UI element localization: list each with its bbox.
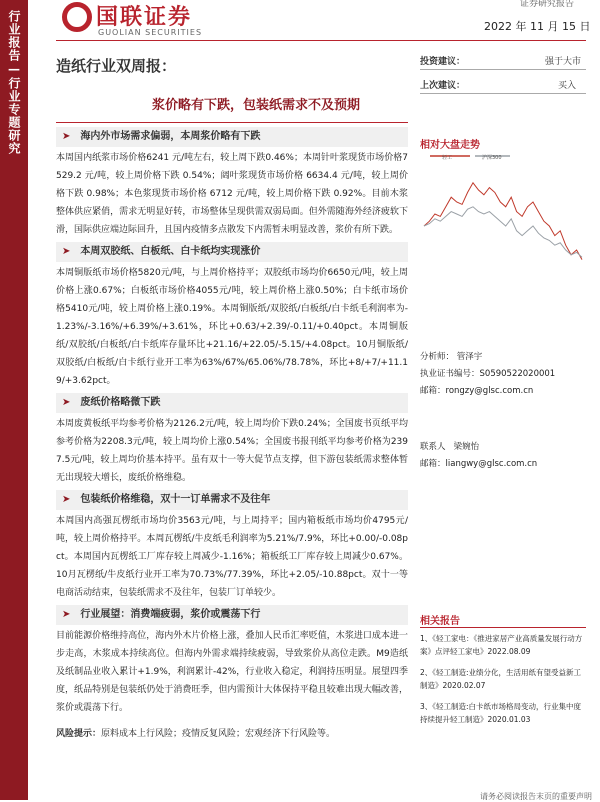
company-logo: [62, 2, 222, 38]
chart-svg: [420, 150, 586, 280]
arrow-icon: ➤: [62, 494, 71, 505]
section: [56, 605, 408, 717]
analyst-label: 分析师：: [420, 352, 455, 362]
section-title: 包装纸价格维稳，双十一订单需求不及往年: [80, 494, 271, 505]
section-paragraph: 本周国内高强瓦楞纸市场均价3563元/吨，与上周持平；国内箱板纸市场均价4795元/吨，较上周价格持平。本周瓦楞纸/牛皮纸毛利润率为5.21%/7.9%，环比+0.00/-0.08pct。本周国内瓦楞纸工厂库存较上周减少-1.16%；箱板纸工厂库存较上周减少0.67%。10月瓦楞纸/牛皮纸行业开工率为70.73%/77.39%，环比+2.05/-10.88pct。双十一等电商活动结束，包装纸需求不及往年，包装厂订单较少。: [56, 516, 408, 598]
header-report-kind: 证券研究报告: [520, 0, 575, 9]
section-paragraph: 本周国内纸浆市场价格6241 元/吨左右，较上周下跌0.46%；本周针叶浆现货市场价格7529.2 元/吨，较上周价格下跌 0.54%；阔叶浆现货市场价格 6634.4 元/吨，较上周价格下跌 0.98%；本色浆现货市场价格 6712 元/吨，较上周价格下跌 0.92%。目前木浆整体供应紧俏，需求无明显好转，市场整体呈现供需双弱局面。但外需随海外经济疲软下滑，国际供应端边际回升，且国内疫情多点散发下内需暂未明显改善，浆价有所下跌。: [56, 153, 408, 235]
footer-disclaimer: 请务必阅读报告末页的重要声明: [480, 792, 592, 801]
report-type: 造纸行业双周报：: [56, 57, 177, 75]
logo-mark-icon: [62, 2, 92, 32]
email-row: [420, 384, 533, 396]
logo-cn: 国联证券: [96, 5, 193, 30]
section: [56, 490, 408, 602]
section: [56, 242, 408, 390]
section-heading: [56, 605, 408, 625]
related-report-item[interactable]: 2、《轻工制造:业绩分化，生活用纸有望受益新工制造》2020.02.07: [420, 668, 582, 690]
legend-label-1: 轻工: [442, 155, 453, 161]
cert-row: [420, 367, 555, 379]
chart-title: 相对大盘走势: [420, 140, 480, 151]
rating-divider: [420, 69, 586, 70]
invest-label: 投资建议：: [420, 57, 466, 67]
email-label: 邮箱：: [420, 386, 446, 396]
analyst-name: 管泽宇: [456, 352, 483, 362]
section-title: 废纸价格略微下跌: [80, 397, 161, 408]
section-heading: [56, 393, 408, 413]
report-date: 2022 年 11 月 15 日: [484, 20, 591, 33]
main-column: [56, 124, 408, 743]
report-title: 浆价略有下跌，包装纸需求不及预期: [152, 98, 361, 113]
section-heading: [56, 490, 408, 510]
section-title: 本周双胶纸、白板纸、白卡纸均实现涨价: [80, 246, 261, 257]
related-report-item[interactable]: 3、《轻工制造:白卡纸市场格局变动，行业集中度持续提升轻工制造》2020.01.03: [420, 702, 582, 724]
section-title: 海内外市场需求偏弱，本周浆价略有下跌: [80, 131, 261, 142]
risk-note: [56, 725, 408, 743]
rating-divider: [420, 93, 586, 94]
section: [56, 127, 408, 239]
prev-rating-value: 买入: [558, 81, 577, 91]
body-divider: [56, 122, 408, 123]
section-paragraph: 本周铜版纸市场价格5820元/吨，与上周价格持平；双胶纸市场均价6650元/吨，较上周价格上涨0.67%；白板纸市场价格4055元/吨，较上周价格上涨0.50%；白卡纸市场价格5410元/吨，较上周价格上涨0.19%。本周铜版纸/双胶纸/白板纸/白卡纸毛利润率为-1.23%/-3.16%/+6.39%/+3.61%，环比+0.63/+2.39/-0.11/+0.40pct。本周铜版纸/双胶纸/白板纸/白卡纸库存量环比+21.16/+22.05/-5.15/+4.08pct。10月铜版纸/双胶纸/白板纸/白卡纸行业开工率为63%/67%/65.06%/78.78%，环比+8/+7/+11.19/+3.62pct。: [56, 268, 408, 386]
arrow-icon: ➤: [62, 131, 71, 142]
logo-en: GUOLIAN SECURITIES: [98, 28, 203, 37]
related-reports-list: [420, 632, 586, 734]
sidebar-band: [0, 0, 28, 800]
section-title: 行业展望：消费端疲弱，浆价或震荡下行: [80, 609, 261, 620]
header-divider: [56, 40, 586, 41]
related-reports-title: 相关报告: [420, 616, 460, 627]
invest-value: 强于大市: [545, 57, 582, 67]
series-line-1: [424, 183, 582, 260]
email-row: [420, 457, 537, 469]
email-label: 邮箱：: [420, 459, 446, 469]
contact-email[interactable]: liangwy@glsc.com.cn: [445, 459, 538, 469]
contact-label: 联系人: [420, 442, 446, 452]
section-paragraph: 本周废黄板纸平均参考价格为2126.2元/吨，较上周均价下跌0.24%；全国废书页纸平均参考价格为2208.3元/吨，较上周均价上涨0.54%；全国废书报刊纸平均参考价格为2397.5元/吨，较上周均价基本持平。虽有双十一等大促节点支撑，但下游包装纸需求整体暂无出现较大增长，废纸价格维稳。: [56, 419, 408, 483]
risk-text: 原料成本上行风险；疫情反复风险；宏观经济下行风险等。: [101, 729, 336, 739]
prev-rating-label: 上次建议：: [420, 81, 466, 91]
relative-performance-chart: [420, 150, 586, 280]
analyst-email[interactable]: rongzy@glsc.com.cn: [445, 386, 534, 396]
related-divider: [420, 627, 586, 628]
contact-name: 梁婉怡: [453, 442, 480, 452]
related-report-item[interactable]: 1、《轻工家电：《推进家居产业高质量发展行动方案》点评轻工家电》2022.08.09: [420, 634, 583, 656]
cert-number: S0590522020001: [479, 369, 556, 379]
legend-label-2: 沪深300: [482, 155, 502, 161]
sidebar-label: 行业报告—行业专题研究: [7, 10, 21, 155]
arrow-icon: ➤: [62, 246, 71, 257]
section-heading: [56, 242, 408, 262]
arrow-icon: ➤: [62, 397, 71, 408]
contact-row: [420, 440, 479, 452]
cert-label: 执业证书编号：: [420, 369, 480, 379]
analyst-row: [420, 350, 482, 362]
section: [56, 393, 408, 487]
section-paragraph: 目前能源价格维持高位，海内外木片价格上涨，叠加人民币汇率贬值，木浆进口成本进一步走高，木浆成本持续高位。但海内外需求端持续疲弱，导致浆价从高位走跌。M9造纸及纸制品业收入累计+1.9%，利润累计-42%，行业收入稳定，利润持压明显。展望四季度，纸品特别是包装纸仍处于消费旺季，但内需预计大体保持平稳且较难出现大幅改善，浆价或震荡下行。: [56, 631, 408, 713]
risk-label: 风险提示：: [56, 729, 102, 739]
arrow-icon: ➤: [62, 609, 71, 620]
section-heading: [56, 127, 408, 147]
